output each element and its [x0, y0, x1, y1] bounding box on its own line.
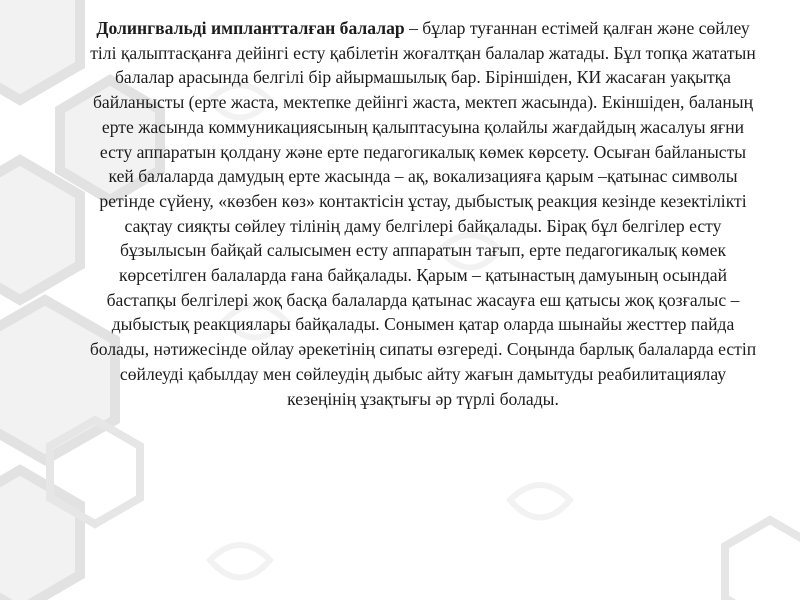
paragraph-body: – бұлар туғаннан естімей қалған және сөйлеу тілі қалыптасқанға дейінгі есту қабілетін жоғалтқан балалар жатады. Бұл топқа жататын балалар арасында белгілі бір айырмашылық бар. Біріншіден, КИ жасаған уақытқа байланысты (ерте жаста, мектепке дейінгі жаста, мектеп жасында). Екіншіден, баланың ерте жасында коммуникациясының қалыптасуына қолайлы жағдайдың жасалуы яғни есту аппаратын қолдану және ерте педагогикалық көмек көрсету. Осыған байланысты кей балаларда дамудың ерте жасында – ақ, вокализацияға қарым –қатынас символы ретінде сүйену, «көзбен көз» контактісін ұстау, дыбыстық реакция кезінде кезектілікті сақтау сияқты сөйлеу тілінің даму белгілері байқалады. Бірақ бұл белгілер есту бұзылысын байқай салысымен есту аппаратын тағып, ерте педагогикалық көмек көрсетілген балаларда ғана байқалады. Қарым – қатынастың дамуының осындай бастапқы белгілері жоқ басқа балаларда қатынас жасауға еш қатысы жоқ қозғалыс – дыбыстық реакциялары байқалады. Сонымен қатар оларда шынайы жесттер пайда болады, нәтижесінде ойлау әрекетінің сипаты өзгереді. Соңында барлық балаларда естіп сөйлеуді қабылдау мен сөйлеудің дыбыс айту жағын дамытуды реабилитациялау кезеңінің ұзақтығы әр түрлі болады.	[89, 18, 757, 409]
term-heading: Долингвальді имплантталған балалар	[96, 18, 405, 38]
main-paragraph	[86, 16, 760, 411]
